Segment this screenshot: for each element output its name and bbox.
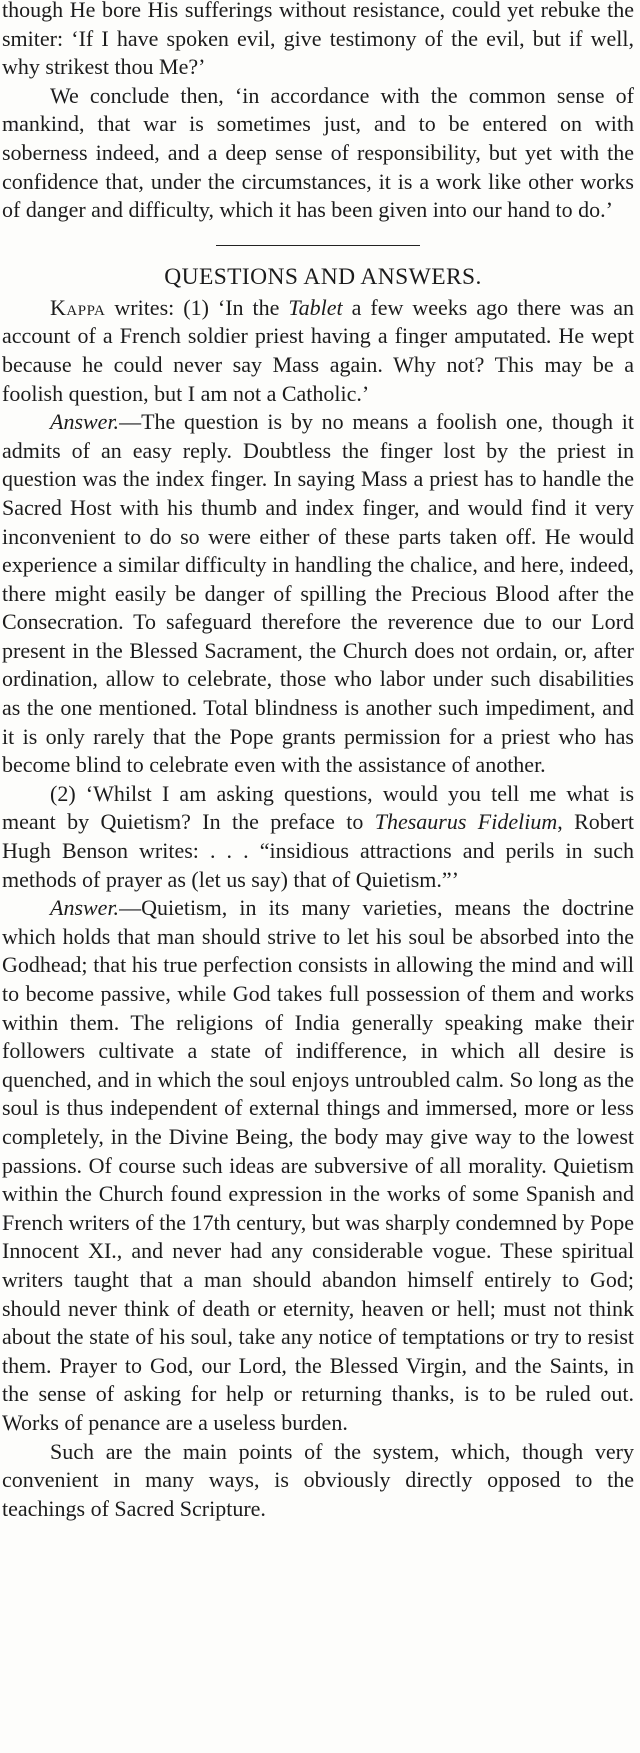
- closing-paragraph: Such are the main points of the system, which, though very convenient in many ways, is obviously directly opposed to the teachings of Sacred Scripture.: [2, 1438, 634, 1521]
- section-heading: QUESTIONS AND ANSWERS.: [164, 263, 482, 290]
- question-1-text-b: a few weeks ago there was an account of a French soldier priest having a finger amputated. He wept because he could never say Mass again. Why not? This may be a foolish question, but I am not a Catholic.’: [2, 294, 635, 406]
- answer-2-text: —Quietism, in its many varieties, means the doctrine which holds that man should strive to let his soul be absorbed into the Godhead; that his true perfection consists in allowing the mind and will to become passive, while God takes full possession of them and works within them. The religions of India generally speaking make their followers cultivate a state of indifference, in which all desire is quenched, and in which the soul enjoys untroubled calm. So long as the soul is thus independent of external things and immersed, more or less completely, in the Divine Being, the body may give way to the lowest passions. Of course such ideas are subversive of all morality. Quietism within the Church found expression in the works of some Spanish and French writers of the 17th century, but was sharply condemned by Pope Innocent XI., and never had any considerable vogue. These spiritual writers taught that a man should abandon himself entirely to God; should never think of death or eternity, heaven or hell; must not think about the state of his soul, take any notice of temptations or try to resist them. Prayer to God, our Lord, the Blessed Virgin, and the Saints, in the sense of asking for help or returning thanks, is to be ruled out. Works of penance are a useless burden.: [2, 895, 634, 1435]
- section-divider: [216, 245, 420, 246]
- paragraph-continuation: though He bore His sufferings without resistance, could yet rebuke the smiter: ‘If I have spoken evil, give testimony of the evil, but if well, why strikest thou Me?’: [2, 0, 634, 80]
- publication-title: Tablet: [288, 294, 343, 320]
- answer-1-text: —The question is by no means a foolish one, though it admits of an easy reply. Doubtless the finger lost by the priest in question was the index finger. In saying Mass a priest has to handle the Sacred Host with his thumb and index finger, and would find it very inconvenient to do so were either of these parts taken off. He would experience a similar difficulty in handling the chalice, and here, indeed, there might easily be danger of spilling the Precious Blood after the Consecration. To safeguard therefore the reverence due to our Lord present in the Blessed Sacrament, the Church does not ordain, or, after ordination, allow to celebrate, those who labor under such disabilities as the one mentioned. Total blindness is another such impediment, and it is only rarely that the Pope grants permission for a priest who has become blind to celebrate even with the assistance of another.: [2, 409, 634, 778]
- question-2-text-b: , Robert Hugh Benson writes: . . . “insidious attractions and perils in such methods of prayer as (let us say) that of Quietism.”’: [2, 809, 634, 892]
- answer-label: Answer.: [50, 409, 120, 435]
- book-title: Thesaurus Fidelium: [374, 809, 558, 835]
- answer-label: Answer.: [50, 895, 120, 921]
- answer-2: [2, 894, 634, 1437]
- answer-1: [2, 408, 634, 780]
- question-2: [2, 780, 634, 894]
- question-author: Kappa: [50, 294, 106, 320]
- question-1: [2, 294, 634, 408]
- question-1-text-a: writes: (1) ‘In the: [105, 294, 289, 320]
- question-2-text-a: (2) ‘Whilst I am asking questions, would you tell me what is meant by Quietism? In the preface to: [2, 780, 634, 835]
- paragraph-conclusion: We conclude then, ‘in accordance with the common sense of mankind, that war is sometimes just, and to be entered on with soberness indeed, and a deep sense of responsibility, but yet with the confidence that, under the circumstances, it is a work like other works of danger and difficulty, which it has been given into our hand to do.’: [2, 82, 634, 223]
